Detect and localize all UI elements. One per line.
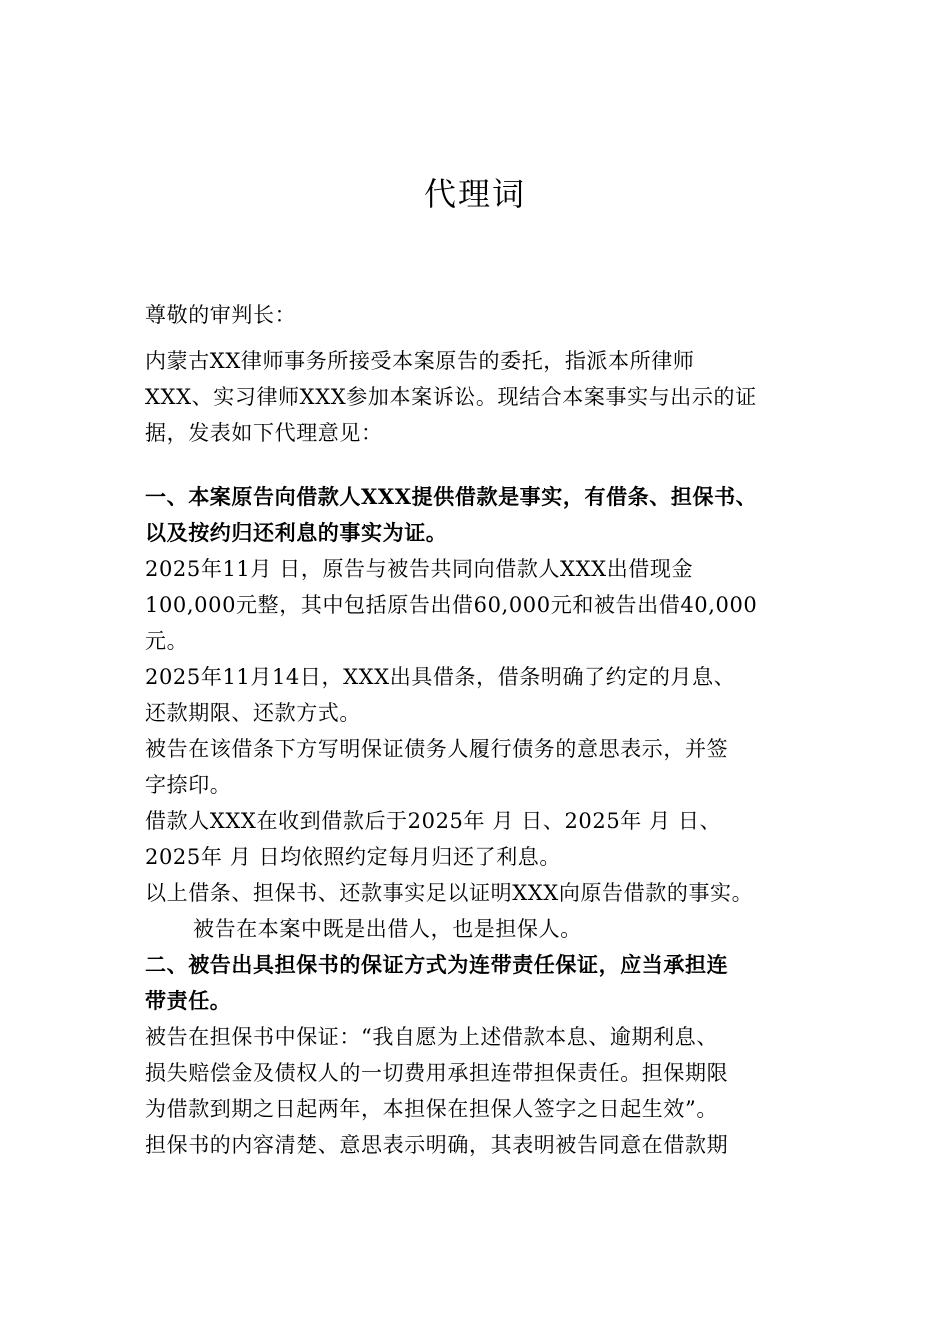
body-line: 2025年 月 日均依照约定每月归还了利息。 (145, 845, 561, 869)
body-line: 以上借条、担保书、还款事实足以证明XXX向原告借款的事实。 (145, 881, 754, 905)
body-line: 元。 (145, 629, 189, 653)
body-line: 2025年11月 日，原告与被告共同向借款人XXX出借现金 (145, 557, 694, 581)
section-2 (145, 947, 810, 1163)
spacer (145, 333, 810, 343)
body-line: 损失赔偿金及债权人的一切费用承担连带担保责任。担保期限 (145, 1061, 729, 1085)
section-2-heading-line: 二、被告出具担保书的保证方式为连带责任保证，应当承担连 (145, 952, 729, 977)
section-1-heading-line: 一、本案原告向借款人XXX提供借款是事实，有借条、担保书、 (145, 484, 758, 509)
intro-line: XXX、实习律师XXX参加本案诉讼。现结合本案事实与出示的证 (145, 385, 757, 409)
body-line: 被告在该借条下方写明保证债务人履行债务的意思表示，并签 (145, 737, 729, 761)
body-line: 被告在担保书中保证：“我自愿为上述借款本息、逾期利息、 (145, 1025, 718, 1049)
document-body (145, 297, 810, 1163)
body-line: 还款期限、还款方式。 (145, 701, 361, 725)
document-title: 代理词 (423, 175, 526, 213)
body-line: 2025年11月14日，XXX出具借条，借条明确了约定的月息、 (145, 665, 736, 689)
intro-line: 据，发表如下代理意见： (145, 421, 383, 445)
section-1 (145, 479, 810, 947)
indented-line: 被告在本案中既是出借人，也是担保人。 (193, 917, 582, 941)
section-1-heading-line: 以及按约归还利息的事实为证。 (145, 520, 448, 545)
intro-paragraph (145, 343, 810, 451)
intro-line: 内蒙古XX律师事务所接受本案原告的委托，指派本所律师 (145, 349, 695, 373)
section-2-heading-line: 带责任。 (145, 988, 232, 1013)
body-line: 担保书的内容清楚、意思表示明确，其表明被告同意在借款期 (145, 1133, 729, 1157)
spacer (145, 451, 810, 479)
salutation: 尊敬的审判长： (145, 303, 297, 327)
body-line: 字捺印。 (145, 773, 232, 797)
body-line: 借款人XXX在收到借款后于2025年 月 日、2025年 月 日、 (145, 809, 722, 833)
body-line: 为借款到期之日起两年，本担保在担保人签字之日起生效”。 (145, 1097, 718, 1121)
body-line: 100,000元整，其中包括原告出借60,000元和被告出借40,000 (145, 593, 758, 617)
